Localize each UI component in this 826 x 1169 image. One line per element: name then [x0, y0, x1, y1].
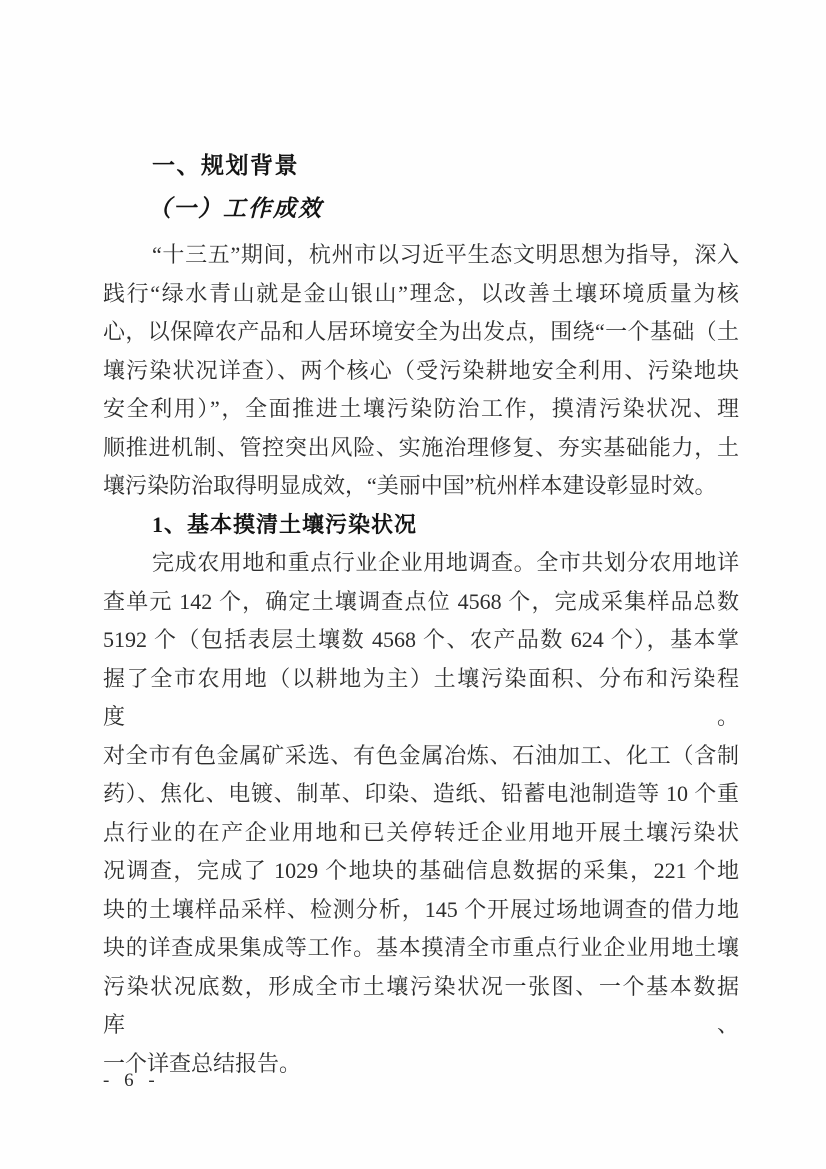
page-number: - 6 -: [103, 1070, 160, 1091]
text-line: 污染状况底数，形成全市土壤污染状况一张图、一个基本数据库、: [103, 973, 739, 1037]
text-line: 对全市有色金属矿采选、有色金属冶炼、石油加工、化工（含制: [103, 742, 739, 768]
document-blocks: [103, 146, 739, 1083]
text-line: 查单元 142 个，确定土壤调查点位 4568 个，完成采集样品总数: [103, 588, 739, 614]
text-line: “十三五”期间，杭州市以习近平生态文明思想为指导，深入: [152, 242, 739, 267]
text-line: 壤污染状况详查）、两个核心（受污染耕地安全利用、污染地块: [103, 357, 739, 383]
paragraph: [103, 544, 739, 1083]
text-line: 一个详查总结报告。: [103, 1050, 302, 1076]
text-line: 顺推进机制、管控突出风险、实施治理修复、夯实基础能力，土: [103, 434, 739, 460]
text-line: 壤污染防治取得明显成效，“美丽中国”杭州样本建设彰显时效。: [103, 473, 717, 498]
subsection-heading: （一）工作成效: [148, 196, 323, 221]
text-line: 完成农用地和重点行业企业用地调查。全市共划分农用地详: [152, 550, 739, 575]
paragraph: [103, 236, 739, 506]
text-line: 践行“绿水青山就是金山银山”理念，以改善土壤环境质量为核: [103, 280, 739, 306]
text-line: 心，以保障农产品和人居环境安全为出发点，围绕“一个基础（土: [103, 319, 739, 344]
text-line: 点行业的在产企业用地和已关停转迁企业用地开展土壤污染状: [103, 819, 739, 845]
text-line: 况调查，完成了 1029 个地块的基础信息数据的采集，221 个地: [103, 858, 739, 883]
section-heading: 一、规划背景: [152, 152, 299, 178]
document-body: [103, 146, 739, 1083]
text-line: 药）、焦化、电镀、制革、印染、造纸、铅蓄电池制造等 10 个重: [103, 781, 739, 806]
numbered-heading: 1、基本摸清土壤污染状况: [152, 511, 418, 537]
text-line: 块的详查成果集成等工作。基本摸清全市重点行业企业用地土壤: [103, 935, 739, 960]
text-line: 5192 个（包括表层土壤数 4568 个、农产品数 624 个），基本掌: [103, 627, 739, 652]
text-line: 安全利用）”，全面推进土壤污染防治工作，摸清污染状况、理: [103, 396, 739, 421]
text-line: 握了全市农用地（以耕地为主）土壤污染面积、分布和污染程度。: [103, 665, 739, 729]
text-line: 块的土壤样品采样、检测分析，145 个开展过场地调查的借力地: [103, 896, 739, 922]
